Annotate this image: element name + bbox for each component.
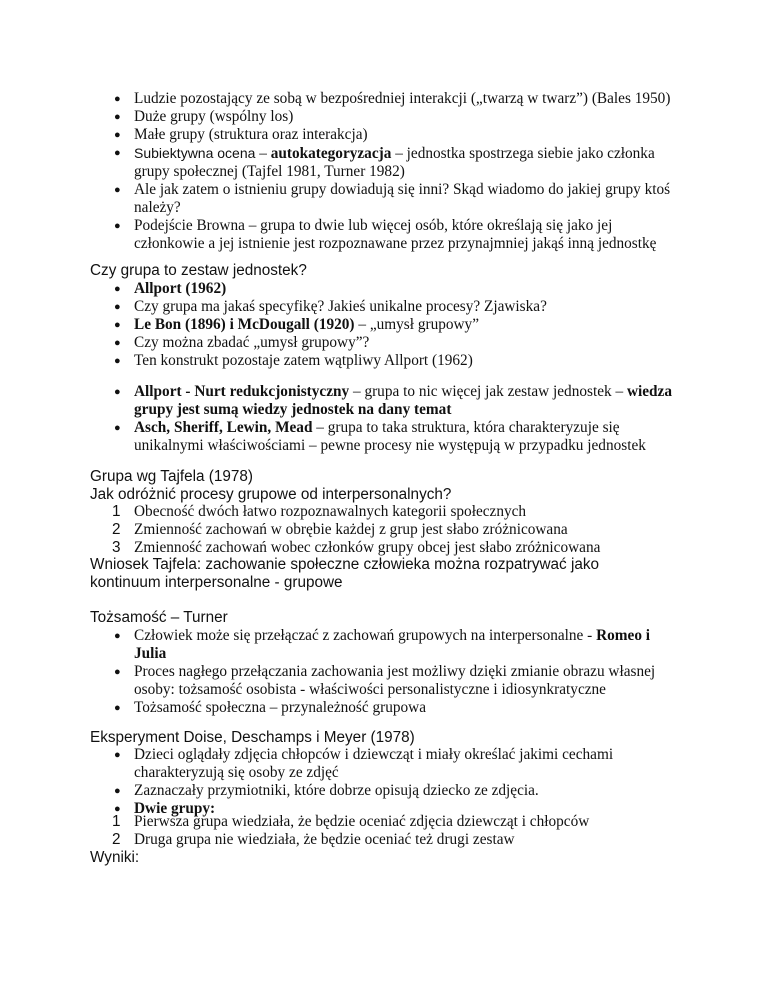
list-item: ● Duże grupy (wspólny los)	[114, 108, 294, 125]
bullet-icon: ●	[114, 422, 121, 434]
list-item: ● Małe grupy (struktura oraz interakcja)	[114, 126, 368, 143]
bullet-icon: ●	[114, 749, 121, 761]
list-item: ● Subiektywna ocena – autokategoryzacja – jednostka spostrzega siebie jako członka grupy społecznej (Tajfel 1981, Turner 1982)	[114, 145, 655, 180]
list-item: ● Podejście Browna – grupa to dwie lub więcej osób, które określają się jako jej członkowie a jej istnienie jest rozpoznawane przez przynajmniej jakąś inną jednostkę	[114, 217, 657, 252]
list-item: 1 Obecność dwóch łatwo rozpoznawalnych kategorii społecznych	[112, 503, 527, 520]
list-item: ● Czy grupa ma jakaś specyfikę? Jakieś unikalne procesy? Zjawiska?	[114, 298, 547, 315]
bullet-list-experiment	[0, 746, 760, 818]
bullet-icon: ●	[114, 129, 121, 141]
list-item: ● Dzieci oglądały zdjęcia chłopców i dziewcząt i miały określać jakimi cechami charakteryzują się osoby ze zdjęć	[114, 746, 614, 781]
section-heading: Eksperyment Doise, Deschamps i Meyer (1978)	[90, 729, 415, 746]
conclusion-text: Wniosek Tajfela: zachowanie społeczne człowieka można rozpatrywać jako kontinuum interpersonalne - grupowe	[90, 556, 600, 591]
list-item: ● Zaznaczały przymiotniki, które dobrze opisują dziecko ze zdjęcia.	[114, 782, 539, 799]
list-item: ● Allport (1962)	[114, 280, 227, 297]
list-item: ● Ludzie pozostający ze sobą w bezpośredniej interakcji („twarzą w twarz”) (Bales 1950)	[114, 90, 671, 107]
bullet-icon: ●	[114, 666, 121, 678]
bullet-icon: ●	[114, 702, 121, 714]
bullet-list-group-definitions	[0, 90, 760, 253]
section-heading: Czy grupa to zestaw jednostek?	[90, 262, 307, 279]
list-item: ● Allport - Nurt redukcjonistyczny – grupa to nic więcej jak zestaw jednostek – wiedza grupy jest sumą wiedzy jednostek na dany temat	[114, 383, 672, 418]
numbered-list-tajfel	[0, 503, 760, 557]
bullet-icon: ●	[114, 355, 121, 367]
bullet-list-turner	[0, 627, 760, 717]
list-item: 3 Zmienność zachowań wobec członków grupy obcej jest słabo zróżnicowana	[112, 539, 601, 556]
list-item: ● Ten konstrukt pozostaje zatem wątpliwy Allport (1962)	[114, 352, 473, 369]
bullet-icon: ●	[114, 337, 121, 349]
list-item: ● Dwie grupy:	[114, 800, 216, 817]
list-item: ● Człowiek może się przełączać z zachowań grupowych na interpersonalne - Romeo i Julia	[114, 627, 651, 662]
bullet-list-approaches	[0, 383, 760, 455]
results-label: Wyniki:	[90, 849, 140, 866]
bullet-icon: ●	[114, 93, 121, 105]
list-item: ● Tożsamość społeczna – przynależność grupowa	[114, 699, 427, 716]
numbered-list-groups	[0, 813, 760, 849]
section-subheading: Jak odróżnić procesy grupowe od interpersonalnych?	[90, 486, 452, 503]
bullet-icon: ●	[114, 630, 121, 642]
bullet-icon: ●	[114, 147, 121, 159]
list-item: 1 Pierwsza grupa wiedziała, że będzie oceniać zdjęcia dziewcząt i chłopców	[112, 813, 590, 830]
bullet-icon: ●	[114, 111, 121, 123]
section-heading: Tożsamość – Turner	[90, 609, 228, 626]
bullet-icon: ●	[114, 184, 121, 196]
bullet-icon: ●	[114, 803, 121, 815]
list-item: ● Asch, Sheriff, Lewin, Mead – grupa to taka struktura, która charakteryzuje się unikalnymi właściwościami – pewne procesy nie występują w przypadku jednostek	[114, 419, 646, 454]
bullet-icon: ●	[114, 785, 121, 797]
list-item: ● Czy można zbadać „umysł grupowy”?	[114, 334, 370, 351]
bullet-icon: ●	[114, 386, 121, 398]
list-item: 2 Druga grupa nie wiedziała, że będzie oceniać też drugi zestaw	[112, 831, 515, 848]
bullet-icon: ●	[114, 301, 121, 313]
section-heading: Grupa wg Tajfela (1978)	[90, 468, 253, 485]
list-item: 2 Zmienność zachowań w obrębie każdej z grup jest słabo zróżnicowana	[112, 521, 568, 538]
list-item: ● Ale jak zatem o istnieniu grupy dowiadują się inni? Skąd wiadomo do jakiej grupy ktoś należy?	[114, 181, 671, 216]
bullet-icon: ●	[114, 220, 121, 232]
list-item: ● Le Bon (1896) i McDougall (1920) – „umysł grupowy”	[114, 316, 479, 333]
bullet-icon: ●	[114, 283, 121, 295]
bullet-icon: ●	[114, 319, 121, 331]
bullet-list-allport	[0, 280, 760, 370]
list-item: ● Proces nagłego przełączania zachowania jest możliwy dzięki zmianie obrazu własnej osoby: tożsamość osobista - właściwości personalistyczne i idiosynkratyczne	[114, 663, 656, 698]
